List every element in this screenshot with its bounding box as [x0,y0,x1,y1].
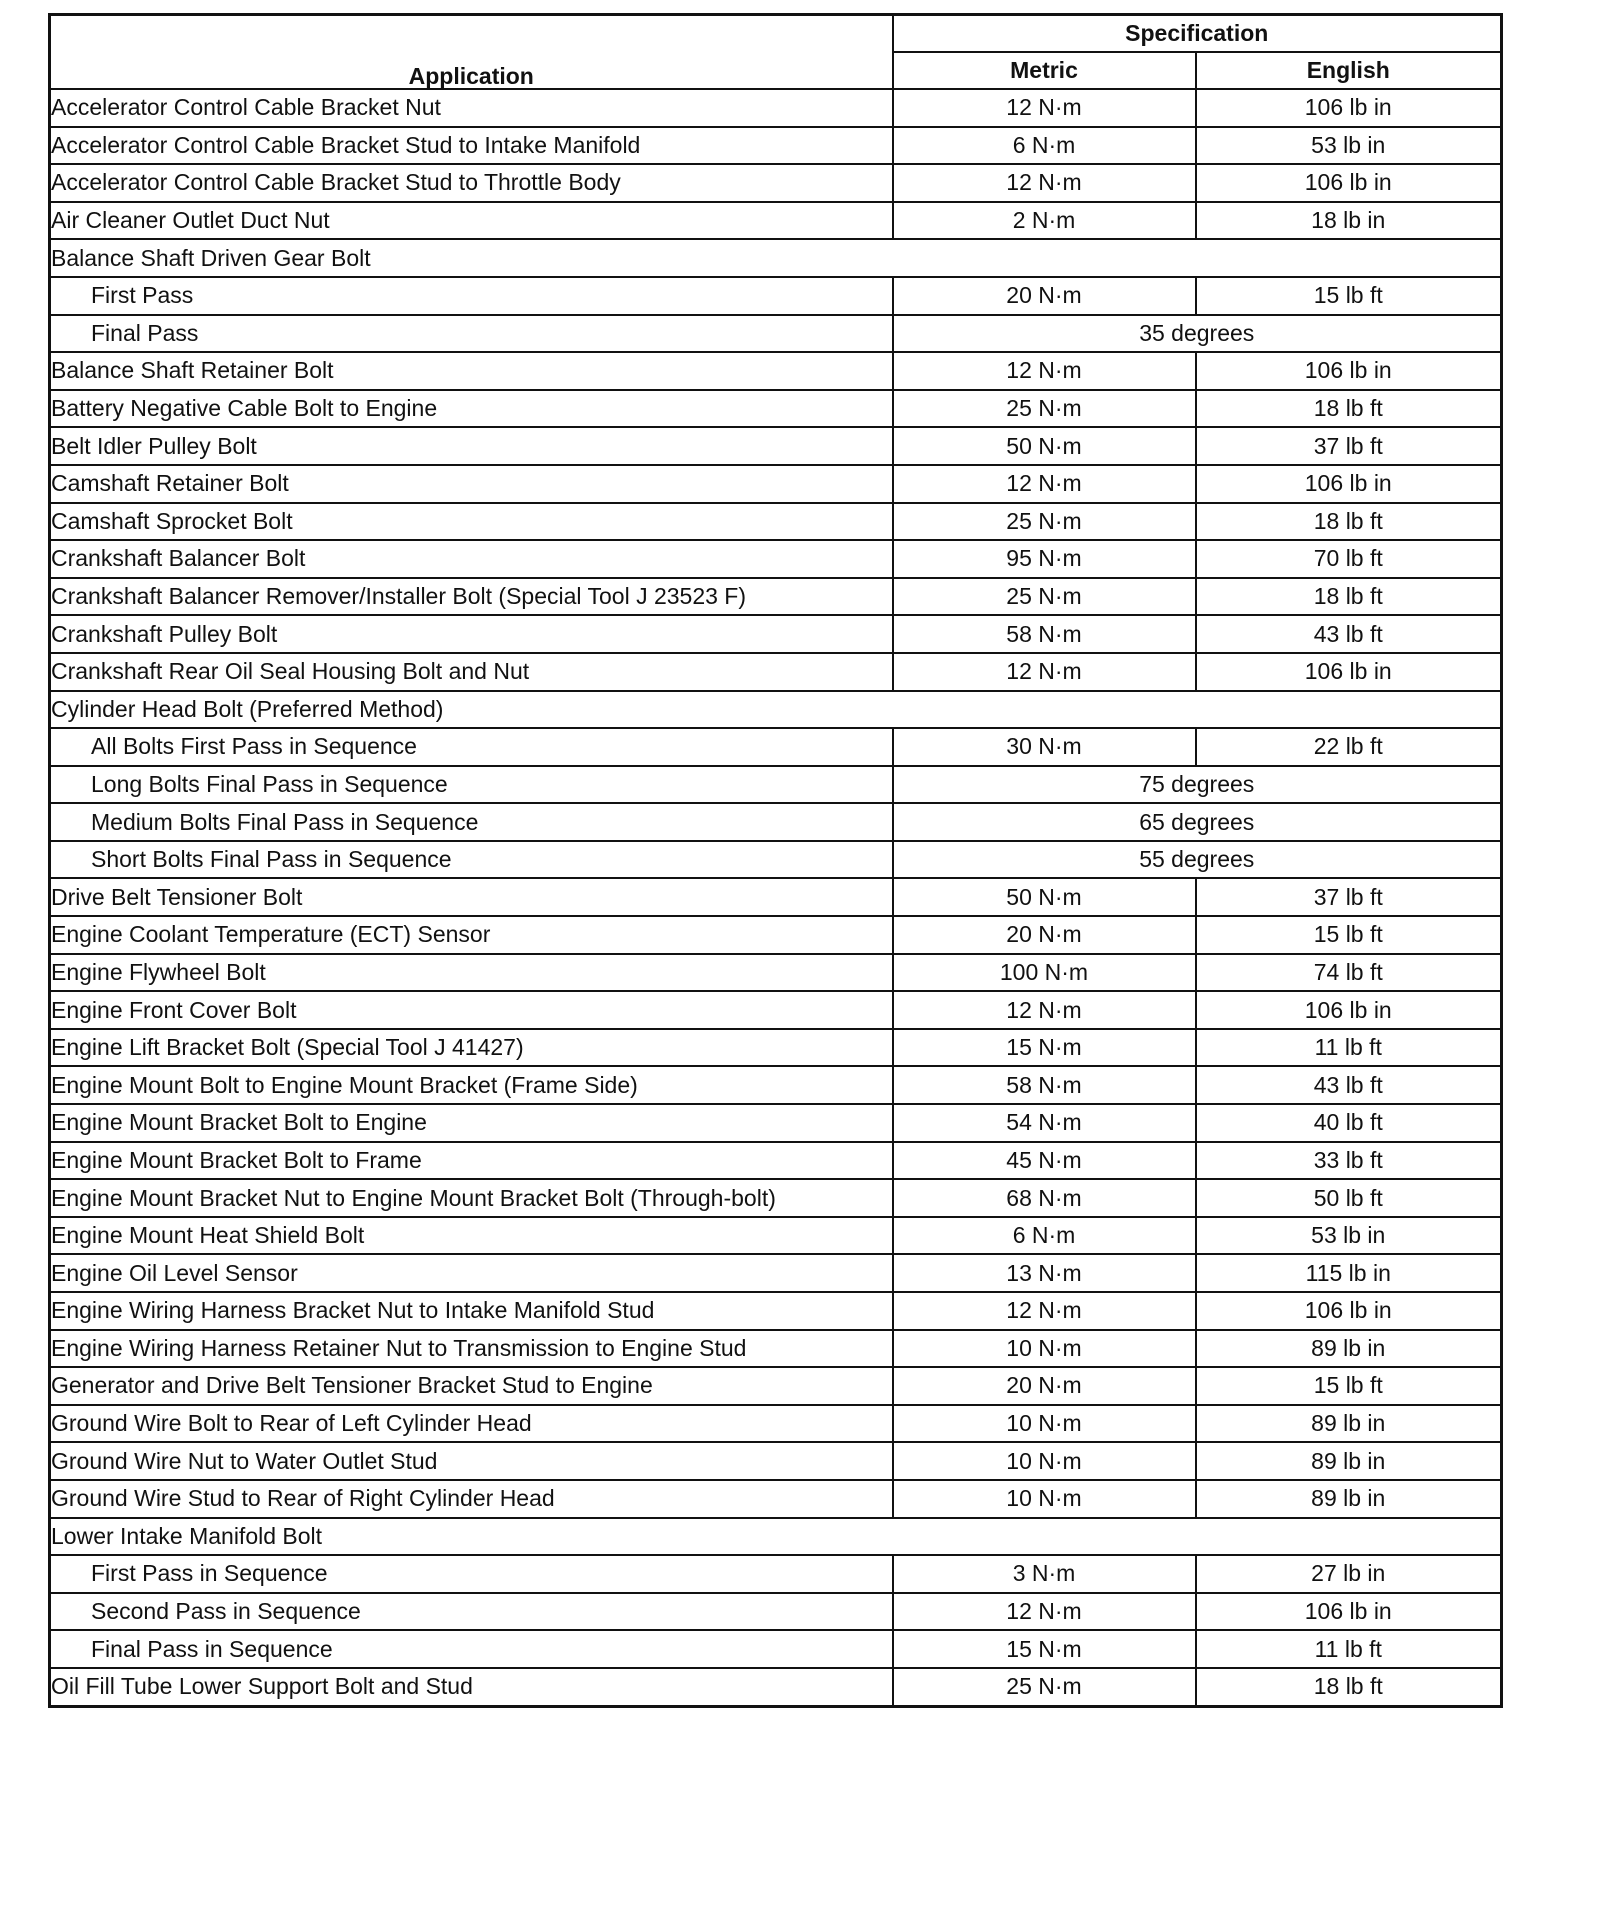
english-cell: 43 lb ft [1196,615,1502,653]
application-cell: Engine Coolant Temperature (ECT) Sensor [50,916,893,954]
metric-cell: 12 N·m [893,164,1196,202]
metric-cell: 58 N·m [893,1066,1196,1104]
application-cell: Engine Lift Bracket Bolt (Special Tool J 41427) [50,1029,893,1067]
application-cell: Balance Shaft Driven Gear Bolt [50,239,1502,277]
application-cell: Medium Bolts Final Pass in Sequence [50,803,893,841]
metric-cell: 45 N·m [893,1142,1196,1180]
english-cell: 18 lb ft [1196,503,1502,541]
header-english: English [1196,52,1502,89]
application-cell: Lower Intake Manifold Bolt [50,1518,1502,1556]
metric-cell: 25 N·m [893,503,1196,541]
application-cell: Ground Wire Stud to Rear of Right Cylinder Head [50,1480,893,1518]
english-cell: 70 lb ft [1196,540,1502,578]
application-cell: Final Pass [50,315,893,353]
table-row [50,691,1502,729]
application-cell: Crankshaft Balancer Bolt [50,540,893,578]
table-body [50,89,1502,1706]
application-cell: Engine Oil Level Sensor [50,1254,893,1292]
application-cell: Engine Flywheel Bolt [50,954,893,992]
table-row [50,1367,1502,1405]
table-row [50,202,1502,240]
english-cell: 11 lb ft [1196,1630,1502,1668]
table-row [50,1442,1502,1480]
metric-cell: 12 N·m [893,1593,1196,1631]
metric-cell: 6 N·m [893,127,1196,165]
application-cell: Belt Idler Pulley Bolt [50,427,893,465]
table-row [50,427,1502,465]
specification-cell: 35 degrees [893,315,1502,353]
english-cell: 53 lb in [1196,127,1502,165]
application-cell: First Pass [50,277,893,315]
english-cell: 106 lb in [1196,164,1502,202]
table-row [50,728,1502,766]
application-cell: Cylinder Head Bolt (Preferred Method) [50,691,1502,729]
table-row [50,1668,1502,1706]
metric-cell: 12 N·m [893,352,1196,390]
application-cell: Camshaft Sprocket Bolt [50,503,893,541]
application-cell: Engine Front Cover Bolt [50,991,893,1029]
application-cell: Drive Belt Tensioner Bolt [50,878,893,916]
english-cell: 74 lb ft [1196,954,1502,992]
table-row [50,1292,1502,1330]
table-row [50,1405,1502,1443]
metric-cell: 20 N·m [893,916,1196,954]
english-cell: 115 lb in [1196,1254,1502,1292]
english-cell: 33 lb ft [1196,1142,1502,1180]
table-row [50,841,1502,879]
english-cell: 18 lb ft [1196,578,1502,616]
metric-cell: 10 N·m [893,1480,1196,1518]
application-cell: Final Pass in Sequence [50,1630,893,1668]
metric-cell: 50 N·m [893,878,1196,916]
table-row [50,615,1502,653]
english-cell: 18 lb ft [1196,390,1502,428]
table-row [50,465,1502,503]
header-metric: Metric [893,52,1196,89]
english-cell: 27 lb in [1196,1555,1502,1593]
application-cell: Engine Mount Bracket Nut to Engine Mount Bracket Bolt (Through-bolt) [50,1179,893,1217]
metric-cell: 2 N·m [893,202,1196,240]
table-row [50,352,1502,390]
table-row [50,1630,1502,1668]
metric-cell: 50 N·m [893,427,1196,465]
metric-cell: 10 N·m [893,1442,1196,1480]
metric-cell: 68 N·m [893,1179,1196,1217]
metric-cell: 6 N·m [893,1217,1196,1255]
english-cell: 40 lb ft [1196,1104,1502,1142]
specification-cell: 55 degrees [893,841,1502,879]
metric-cell: 30 N·m [893,728,1196,766]
table-row [50,578,1502,616]
specification-cell: 75 degrees [893,766,1502,804]
application-cell: Short Bolts Final Pass in Sequence [50,841,893,879]
application-cell: Balance Shaft Retainer Bolt [50,352,893,390]
english-cell: 106 lb in [1196,1593,1502,1631]
metric-cell: 10 N·m [893,1405,1196,1443]
english-cell: 89 lb in [1196,1442,1502,1480]
metric-cell: 25 N·m [893,1668,1196,1706]
metric-cell: 25 N·m [893,390,1196,428]
table-row [50,1217,1502,1255]
english-cell: 18 lb ft [1196,1668,1502,1706]
table-row [50,1518,1502,1556]
application-cell: Crankshaft Rear Oil Seal Housing Bolt and Nut [50,653,893,691]
table-row [50,916,1502,954]
metric-cell: 12 N·m [893,653,1196,691]
application-cell: Camshaft Retainer Bolt [50,465,893,503]
application-cell: Crankshaft Pulley Bolt [50,615,893,653]
table-row [50,991,1502,1029]
application-cell: Second Pass in Sequence [50,1593,893,1631]
table-row [50,1555,1502,1593]
table-row [50,540,1502,578]
table-row [50,1142,1502,1180]
english-cell: 89 lb in [1196,1405,1502,1443]
application-cell: Oil Fill Tube Lower Support Bolt and Stud [50,1668,893,1706]
application-cell: Engine Mount Heat Shield Bolt [50,1217,893,1255]
english-cell: 11 lb ft [1196,1029,1502,1067]
english-cell: 43 lb ft [1196,1066,1502,1104]
table-row [50,503,1502,541]
application-cell: First Pass in Sequence [50,1555,893,1593]
application-cell: Ground Wire Bolt to Rear of Left Cylinder Head [50,1405,893,1443]
application-cell: Engine Mount Bolt to Engine Mount Bracket (Frame Side) [50,1066,893,1104]
header-specification: Specification [893,15,1502,53]
table-row [50,803,1502,841]
table-row [50,954,1502,992]
metric-cell: 10 N·m [893,1330,1196,1368]
table-row [50,1593,1502,1631]
metric-cell: 15 N·m [893,1029,1196,1067]
metric-cell: 12 N·m [893,1292,1196,1330]
application-cell: Battery Negative Cable Bolt to Engine [50,390,893,428]
table-row [50,766,1502,804]
english-cell: 106 lb in [1196,352,1502,390]
table-row [50,1066,1502,1104]
table-row [50,164,1502,202]
metric-cell: 12 N·m [893,991,1196,1029]
english-cell: 89 lb in [1196,1480,1502,1518]
torque-spec-table [48,13,1503,1708]
metric-cell: 54 N·m [893,1104,1196,1142]
english-cell: 106 lb in [1196,991,1502,1029]
english-cell: 53 lb in [1196,1217,1502,1255]
english-cell: 22 lb ft [1196,728,1502,766]
table-row [50,239,1502,277]
metric-cell: 25 N·m [893,578,1196,616]
table-row [50,390,1502,428]
application-cell: Generator and Drive Belt Tensioner Bracket Stud to Engine [50,1367,893,1405]
metric-cell: 95 N·m [893,540,1196,578]
table-row [50,653,1502,691]
application-cell: Accelerator Control Cable Bracket Nut [50,89,893,127]
application-cell: Long Bolts Final Pass in Sequence [50,766,893,804]
metric-cell: 3 N·m [893,1555,1196,1593]
table-row [50,277,1502,315]
application-cell: Engine Wiring Harness Retainer Nut to Transmission to Engine Stud [50,1330,893,1368]
metric-cell: 58 N·m [893,615,1196,653]
torque-spec-sheet [48,13,1500,1708]
metric-cell: 20 N·m [893,1367,1196,1405]
english-cell: 89 lb in [1196,1330,1502,1368]
application-cell: Ground Wire Nut to Water Outlet Stud [50,1442,893,1480]
table-row [50,1029,1502,1067]
english-cell: 106 lb in [1196,89,1502,127]
specification-cell: 65 degrees [893,803,1502,841]
table-row [50,878,1502,916]
table-row [50,89,1502,127]
english-cell: 106 lb in [1196,653,1502,691]
application-cell: Accelerator Control Cable Bracket Stud to Intake Manifold [50,127,893,165]
english-cell: 106 lb in [1196,1292,1502,1330]
table-row [50,1254,1502,1292]
metric-cell: 13 N·m [893,1254,1196,1292]
application-cell: Air Cleaner Outlet Duct Nut [50,202,893,240]
application-cell: Engine Mount Bracket Bolt to Frame [50,1142,893,1180]
table-row [50,1104,1502,1142]
english-cell: 37 lb ft [1196,427,1502,465]
application-cell: Crankshaft Balancer Remover/Installer Bolt (Special Tool J 23523 F) [50,578,893,616]
english-cell: 18 lb in [1196,202,1502,240]
english-cell: 15 lb ft [1196,916,1502,954]
metric-cell: 20 N·m [893,277,1196,315]
english-cell: 15 lb ft [1196,1367,1502,1405]
english-cell: 106 lb in [1196,465,1502,503]
table-row [50,127,1502,165]
metric-cell: 12 N·m [893,465,1196,503]
metric-cell: 15 N·m [893,1630,1196,1668]
application-cell: Engine Wiring Harness Bracket Nut to Intake Manifold Stud [50,1292,893,1330]
english-cell: 50 lb ft [1196,1179,1502,1217]
application-cell: Accelerator Control Cable Bracket Stud to Throttle Body [50,164,893,202]
table-row [50,1179,1502,1217]
table-row [50,315,1502,353]
application-cell: Engine Mount Bracket Bolt to Engine [50,1104,893,1142]
metric-cell: 100 N·m [893,954,1196,992]
header-application: Application [50,15,893,90]
english-cell: 15 lb ft [1196,277,1502,315]
english-cell: 37 lb ft [1196,878,1502,916]
metric-cell: 12 N·m [893,89,1196,127]
application-cell: All Bolts First Pass in Sequence [50,728,893,766]
table-row [50,1480,1502,1518]
table-header [50,15,1502,90]
table-row [50,1330,1502,1368]
